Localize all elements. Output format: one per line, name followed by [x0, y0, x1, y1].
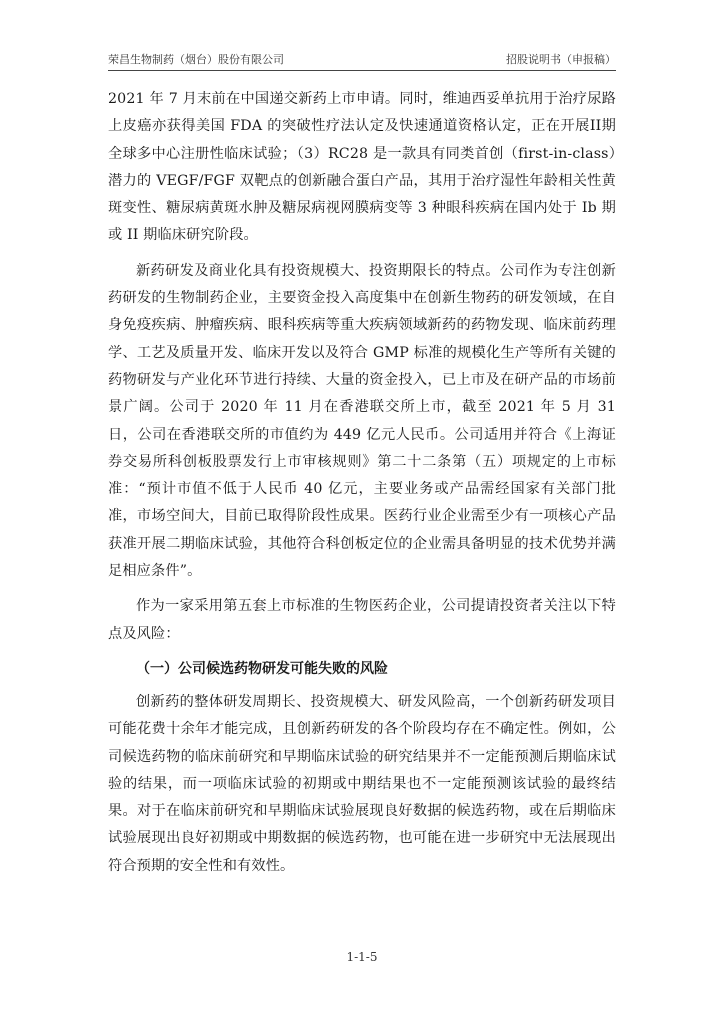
- section-heading: （一）公司候选药物研发可能失败的风险: [136, 660, 388, 677]
- paragraph-risk-notice: 作为一家采用第五套上市标准的生物医药企业，公司提请投资者关注以下特点及风险：: [108, 598, 616, 642]
- page-number: 1-1-5: [346, 950, 378, 964]
- paragraph-continuation: 2021 年 7 月末前在中国递交新药上市申请。同时，维迪西妥单抗用于治疗尿路上皮癌亦获得美国 FDA 的突破性疗法认定及快速通道资格认定，正在开展II期全球多中心注册性临床试验；（3）RC28 是一款具有同类首创（first-in-class）潜力的 VEGF/FGF 双靶点的创新融合蛋白产品，其用于治疗湿性年龄相关性黄斑变性、糖尿病黄斑水肿及糖尿病视网膜病变等 3 种眼科疾病在国内处于 Ib 期或 II 期临床研究阶段。: [108, 91, 616, 244]
- paragraph-rd-risk: 创新药的整体研发周期长、投资规模大、研发风险高，一个创新药研发项目可能花费十余年才能完成，且创新药研发的各个阶段均存在不确定性。例如，公司候选药物的临床前研究和早期临床试验的研究结果并不一定能预测后期临床试验的结果，而一项临床试验的初期或中期结果也不一定能预测该试验的最终结果。对于在临床前研究和早期临床试验展现良好数据的候选药物，或在后期临床试验展现出良好初期或中期数据的候选药物，也可能在进一步研究中无法展现出符合预期的安全性和有效性。: [108, 693, 616, 874]
- document-body: [108, 86, 616, 888]
- header-document-type: 招股说明书（申报稿）: [506, 53, 616, 66]
- page-header: [108, 48, 616, 71]
- paragraph-investment-characteristics: 新药研发及商业化具有投资规模大、投资期限长的特点。公司作为专注创新药研发的生物制药企业，主要资金投入高度集中在创新生物药的研发领域，在自身免疫疾病、肿瘤疾病、眼科疾病等重大疾病领域新药的药物发现、临床前药理学、工艺及质量开发、临床开发以及符合 GMP 标准的规模化生产等所有关键的药物研发与产业化环节进行持续、大量的资金投入，已上市及在研产品的市场前景广阔。公司于 2020 年 11 月在香港联交所上市，截至 2021 年 5 月 31 日，公司在香港联交所的市值约为 449 亿元人民币。公司适用并符合《上海证券交易所科创板股票发行上市审核规则》第二十二条第（五）项规定的上市标准：“预计市值不低于人民币 40 亿元，主要业务或产品需经国家有关部门批准，市场空间大，目前已取得阶段性成果。医药行业企业需至少有一项核心产品获准开展二期临床试验，其他符合科创板定位的企业需具备明显的技术优势并满足相应条件”。: [108, 262, 616, 580]
- header-company-name: 荣昌生物制药（烟台）股份有限公司: [108, 53, 284, 66]
